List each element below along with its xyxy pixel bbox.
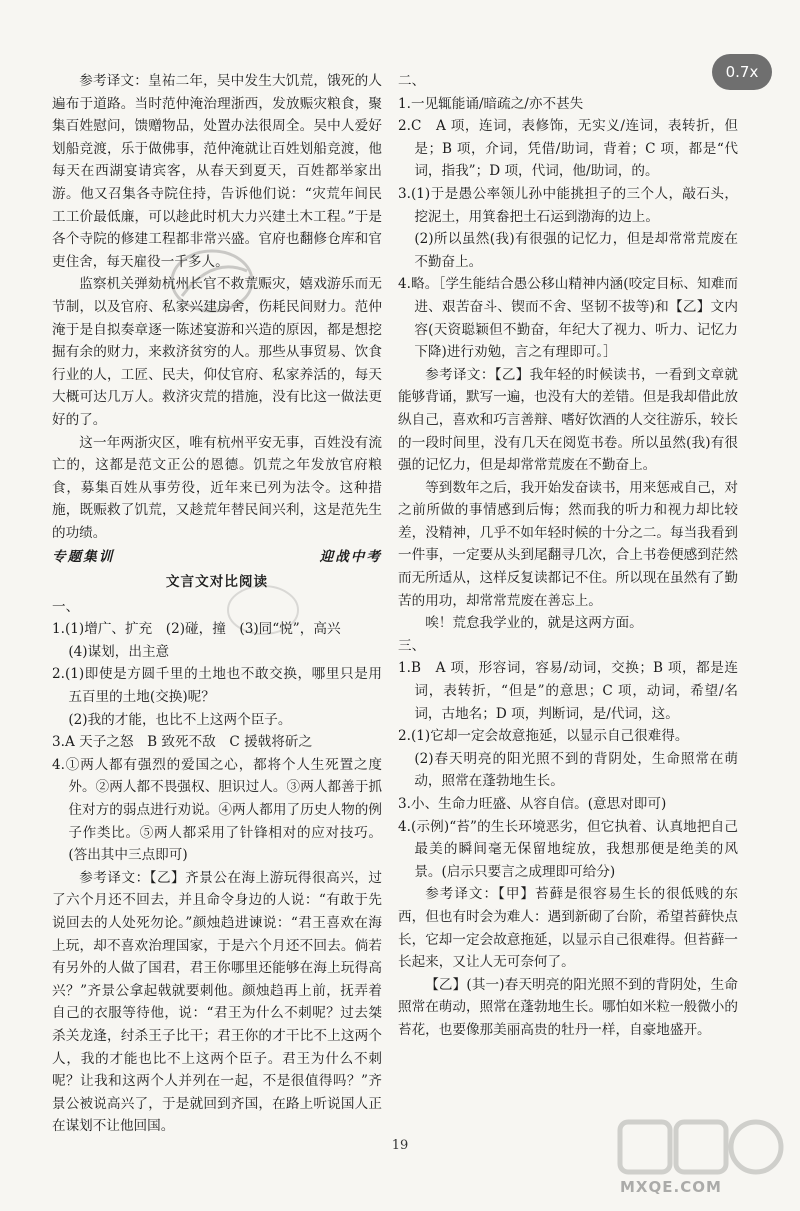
answer-2-4: 4.略。［学生能结合愚公移山精神内涵(咬定目标、知难而进、艰苦奋斗、锲而不舍、坚韧不拔等)和【乙】文内容(天资聪颖但不勤奋，年纪大了视力、听力、记忆力下降)进行劝勉，言之有理即可。］ [398, 276, 738, 361]
answer-3-3: 3.小、生命力旺盛、从容自信。(意思对即可) [398, 796, 667, 812]
section-heading-2: 二、 [398, 73, 426, 89]
answer-1b: (4)谋划，出主意 [68, 643, 170, 660]
translation-paragraph-4: 参考译文：【乙】齐景公在海上游玩得很高兴，过了六个月还不回去，并且命令身边的人说：“有敢于先说回去的人处死勿论。”颜烛趋进谏说：“君王喜欢在海上玩，却不喜欢治理国家，于是六个月还不回去。倘若有另外的人做了国君，君王你哪里还能够在海上玩得高兴？”齐景公拿起戟就要刺他。颜烛趋再上前，抚弄着自己的衣服等待他，说：“君王为什么不刺呢？过去桀杀关龙逢，纣杀王子比干；君王你的才干比不上这两个人，我的才能也比不上这两个臣子。君王为什么不刺呢？让我和这两个人并列在一起，不是很值得吗？”齐景公被说高兴了，于是就回到齐国，在路上听说国人正在谋划不让他回国。 [52, 869, 382, 1135]
translation-paragraph-1: 参考译文：皇祐二年，吴中发生大饥荒，饿死的人遍布于道路。当时范仲淹治理浙西，发放赈灾粮食，聚集百姓慰问，馈赠物品，处置办法很周全。吴中人爱好划船竞渡，乐于做佛事，范仲淹就让百姓划船竞渡，他每天在西湖宴请宾客，从春天到夏天，百姓都举家出游。他又召集各寺院住持，告诉他们说：“灾荒年间民工工价最低廉，可以趁此时机大力兴建土木工程。”于是各个寺院的修建工程都非常兴盛。官府也翻修仓库和官吏住舍，每天雇役一千多人。 [52, 73, 382, 270]
translation-paragraph-5: 参考译文：【乙】我年轻的时候读书，一看到文章就能够背诵，默写一遍，也没有大的差错。但是我却借此放纵自己，喜欢和巧言善辩、嗜好饮酒的人交往游乐，较长的一段时间里，没有几天在阅览书卷。所以虽然(我)有很强的记忆力，但是却常常荒废在不勤奋上。 [398, 366, 738, 474]
translation-paragraph-8: 参考译文：【甲】苔藓是很容易生长的很低贱的东西，但也有时会为难人：遇到新砌了台阶，希望苔藓快点长，它却一定会故意拖延，以显示自己很难得。但苔藓一长起来，又让人无可奈何了。 [398, 886, 738, 971]
answer-2-2: 2.C A 项，连词，表修饰，无实义/连词，表转折，但是；B 项，介词，凭借/助词，背着；C 项，都是“代词，指我”；D 项，代词，他/助词，的。 [398, 118, 738, 180]
section-title: 文言文对比阅读 [165, 574, 269, 591]
answer-3-4: 4.(示例)“苔”的生长环境恶劣，但它执着、认真地把自己最美的瞬间毫无保留地绽放，我想那便是绝美的风景。(启示只要言之成理即可给分) [398, 818, 738, 880]
answer-4: 4.①两人都有强烈的爱国之心，都将个人生死置之度外。②两人都不畏强权、胆识过人。③两人都善于抓住对方的弱点进行劝说。④两人都用了历史人物的例子作类比。⑤两人都采用了针锋相对的应对技巧。(答出其中三点即可) [52, 756, 382, 864]
answer-2-3b: (2)所以虽然(我)有很强的记忆力，但是却常常荒废在不勤奋上。 [414, 231, 738, 270]
watermark-text: MXQE.COM [620, 1178, 722, 1196]
section-heading-3: 三、 [398, 637, 426, 654]
answer-2b: (2)我的才能，也比不上这两个臣子。 [68, 711, 292, 728]
translation-paragraph-7: 唉！荒怠我学业的，就是这两方面。 [425, 615, 643, 632]
answer-1: 1.(1)增广、扩充 (2)碰，撞 (3)同“悦”，高兴 [52, 621, 341, 638]
translation-paragraph-3: 这一年两浙灾区，唯有杭州平安无事，百姓没有流亡的，这都是范文正公的恩德。饥荒之年发放官府粮食，募集百姓从事劳役，近年来已列为法令。这种措施，既赈救了饥荒，又趁荒年替民间兴利，这是范先生的功绩。 [52, 434, 382, 541]
translation-paragraph-2: 监察机关弹劾杭州长官不救荒赈灾，嬉戏游乐而无节制，以及官府、私家兴建房舍，伤耗民间财力。范仲淹于是自拟奏章逐一陈述宴游和兴造的原因，都是想挖掘有余的财力，来救济贫穷的人。那些从事贸易、饮食行业的人，工匠、民夫，仰仗官府、私家养活的，每天大概可达几万人。救济灾荒的措施，没有比这一做法更好的了。 [52, 276, 382, 428]
section-heading-1: 一、 [52, 598, 80, 615]
section-bar-right: 迎战中考 [319, 549, 382, 566]
answer-3-1: 1.B A 项，形容词，容易/动词，交换；B 项，都是连词，表转折，“但是”的意思；C 项，动词，希望/名词，古地名；D 项，判断词，是/代词，这。 [398, 660, 738, 722]
zoom-level-badge[interactable]: 0.7x [712, 54, 772, 90]
answer-2-3: 3.(1)于是愚公率领儿孙中能挑担子的三个人，敲石头，挖泥土，用箕畚把土石运到渤海的边上。 [398, 185, 738, 225]
page-number: 19 [391, 1138, 409, 1153]
answer-3-2b: (2)春天明亮的阳光照不到的背阴处，生命照常在萌动，照常在蓬勃地生长。 [414, 750, 738, 790]
answer-2: 2.(1)即使是方圆千里的土地也不敢交换，哪里只是用五百里的土地(交换)呢？ [52, 666, 382, 706]
section-bar-label: 专题集训 [52, 549, 115, 566]
answer-3: 3.A 天子之怒 B 致死不敌 C 援戟将斫之 [52, 734, 313, 751]
translation-paragraph-9: 【乙】(其一)春天明亮的阳光照不到的背阴处，生命照常在萌动，照常在蓬勃地生长。哪怕如米粒一般微小的苔花，也要像那美丽高贵的牡丹一样，自豪地盛开。 [398, 976, 738, 1038]
right-column [398, 70, 738, 1042]
answer-2-1: 1.一见辄能诵/暗疏之/亦不甚失 [398, 95, 584, 112]
translation-paragraph-6: 等到数年之后，我开始发奋读书，用来惩戒自己，对之前所做的事情感到后悔；然而我的听力和视力却比较差，没精神，几乎不如年轻时候的十分之二。每当我看到一件事，一定要从头到尾翻寻几次，合上书卷便感到茫然而无所适从，这样反复读都记不住。所以现在虽然有了勤苦的用功，却常常荒废在善忘上。 [398, 479, 738, 609]
answer-3-2: 2.(1)它却一定会故意拖延，以显示自己很难得。 [398, 728, 689, 745]
left-column [52, 70, 382, 1138]
section-bar [52, 546, 382, 569]
